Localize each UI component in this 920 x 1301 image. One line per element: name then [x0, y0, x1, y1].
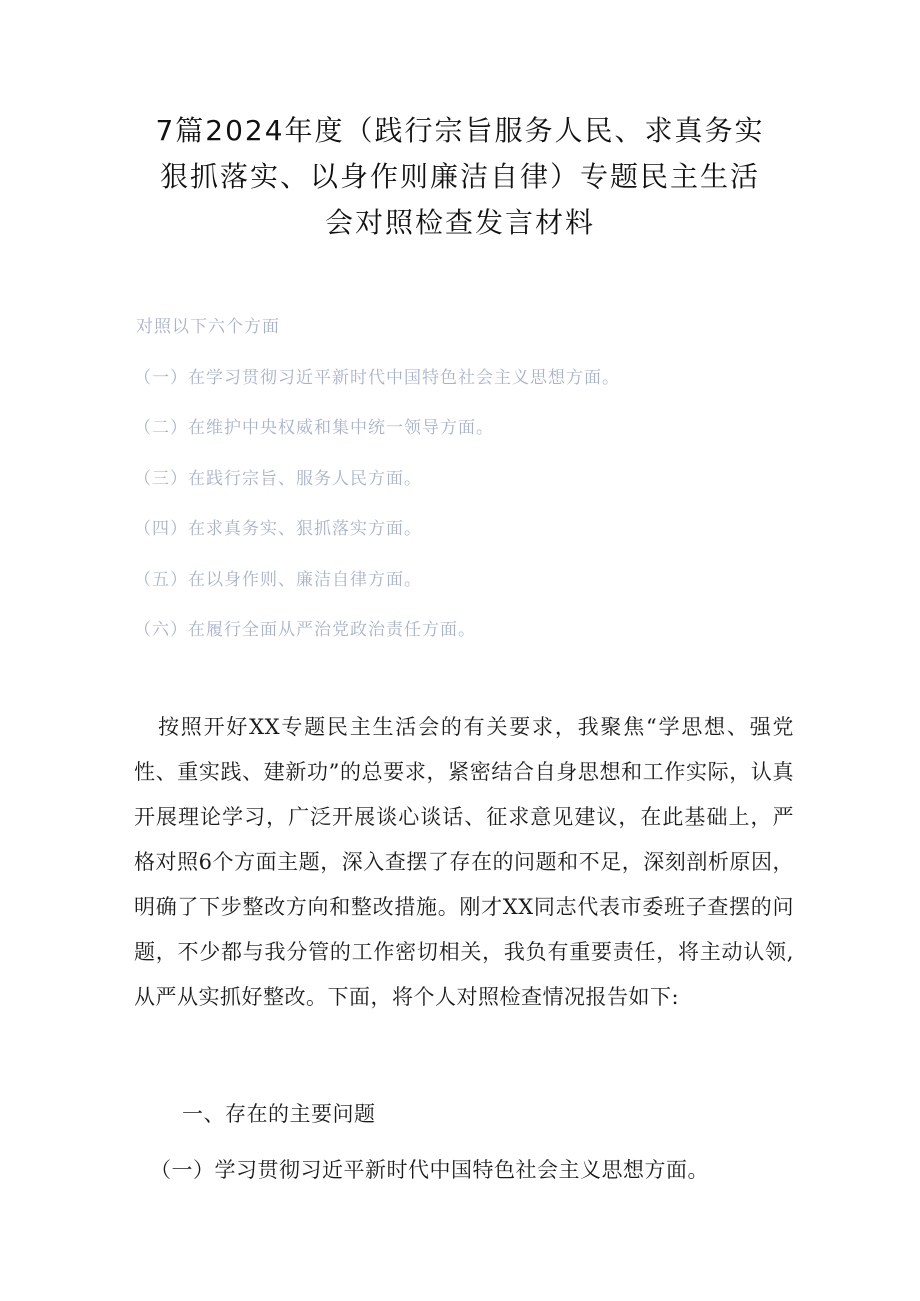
- title-line-3: 会对照检查发言材料: [324, 206, 595, 239]
- intro-paragraph: 按照开好XX专题民主生活会的有关要求，我聚焦“学思想、强党性、重实践、建新功”的总要求，紧密结合自身思想和工作实际，认真开展理论学习，广泛开展谈心谈话、征求意见建议，在此基础上，严格对照6个方面主题，深入查摆了存在的问题和不足，深刻剖析原因，明确了下步整改方向和整改措施。刚才XX同志代表市委班子查摆的问题，不少都与我分管的工作密切相关，我负有重要责任，将主动认领,从严从实抓好整改。下面，将个人对照检查情况报告如下:: [134, 715, 794, 1009]
- title-line-2: 狠抓落实、以身作则廉洁自律）专题民主生活: [159, 160, 760, 193]
- outline-item-1: （一）在学习贯彻习近平新时代中国特色社会主义思想方面。: [134, 367, 620, 388]
- outline-item-6: （六）在履行全面从严治党政治责任方面。: [134, 620, 476, 640]
- outline-heading: 对照以下六个方面: [136, 317, 280, 337]
- outline-item-4: （四）在求真务实、狠抓落实方面。: [134, 519, 422, 539]
- subsection-heading: （一）学习贯彻习近平新时代中国特色社会主义思想方面。: [150, 1158, 709, 1182]
- title-line-1: 7篇2024年度（践行宗旨服务人民、求真务实: [155, 114, 765, 147]
- outline-list: [134, 312, 834, 666]
- outline-item-5: （五）在以身作则、廉洁自律方面。: [134, 569, 422, 590]
- outline-item-2: （二）在维护中央权威和集中统一领导方面。: [134, 418, 494, 438]
- section-heading: 一、存在的主要问题: [182, 1102, 376, 1126]
- outline-item-3: （三）在践行宗旨、服务人民方面。: [134, 468, 422, 489]
- document-title: [90, 108, 830, 246]
